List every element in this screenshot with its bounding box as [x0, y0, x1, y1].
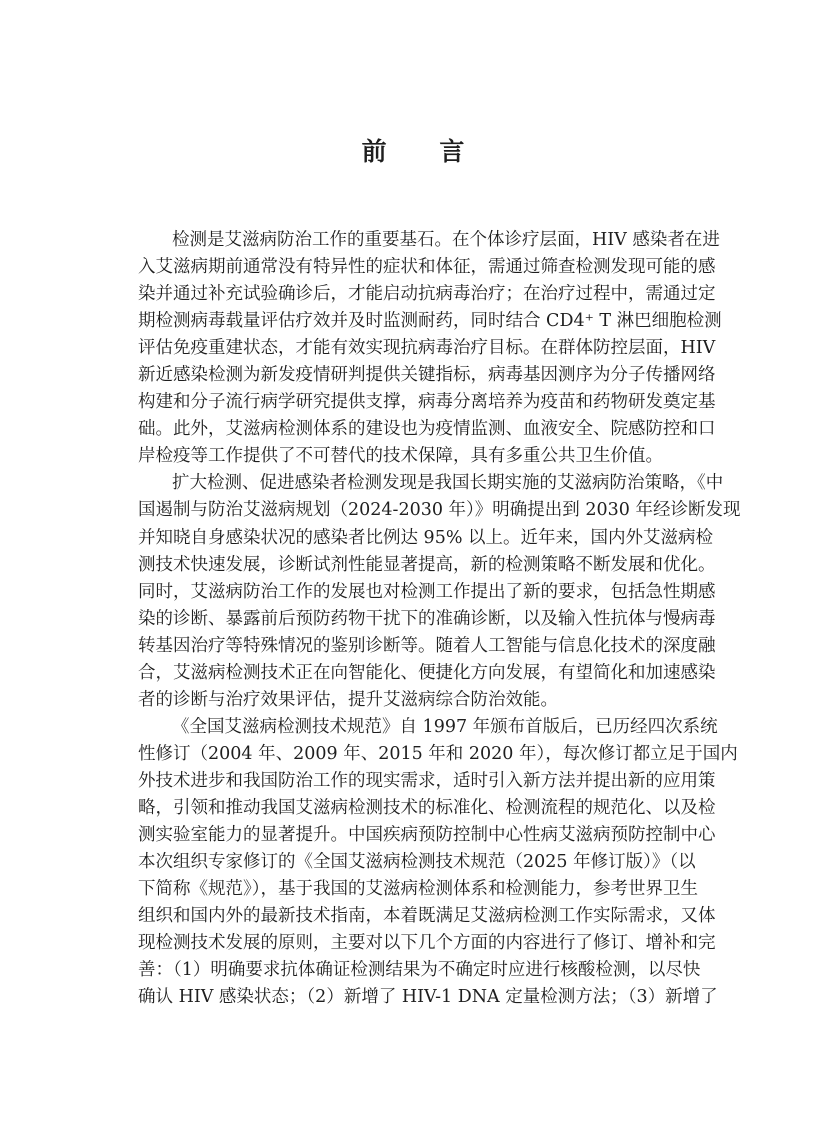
text-line: 略，引领和推动我国艾滋病检测技术的标准化、检测流程的规范化、以及检 — [138, 797, 716, 818]
text-line: 者的诊断与治疗效果评估，提升艾滋病综合防治效能。 — [138, 689, 558, 710]
text-line: 性修订（2004 年、2009 年、2015 年和 2020 年），每次修订都立足于国内 — [138, 743, 738, 764]
text-line: 入艾滋病期前通常没有特异性的症状和体征，需通过筛查检测发现可能的感 — [138, 257, 716, 278]
text-line: 染并通过补充试验确诊后，才能启动抗病毒治疗；在治疗过程中，需通过定 — [138, 284, 716, 305]
text-line: 国遏制与防治艾滋病规划（2024-2030 年）》明确提出到 2030 年经诊断发现 — [138, 500, 741, 521]
text-line: 检测是艾滋病防治工作的重要基石。在个体诊疗层面，HIV 感染者在进 — [172, 230, 720, 250]
text-line: 善：（1）明确要求抗体确证检测结果为不确定时应进行核酸检测，以尽快 — [138, 960, 701, 981]
text-line: 岸检疫等工作提供了不可替代的技术保障，具有多重公共卫生价值。 — [138, 446, 663, 467]
text-line: 构建和分子流行病学研究提供支撑，病毒分离培养为疫苗和药物研发奠定基 — [138, 392, 716, 413]
text-line: 并知晓自身感染状况的感染者比例达 95% 以上。近年来，国内外艾滋病检 — [138, 527, 714, 548]
text-line: 础。此外，艾滋病检测体系的建设也为疫情监测、血液安全、院感防控和口 — [138, 419, 716, 440]
paragraph — [138, 714, 738, 1012]
text-line: 组织和国内外的最新技术指南，本着既满足艾滋病检测工作实际需求，又体 — [138, 906, 716, 927]
text-line: 下简称《规范》），基于我国的艾滋病检测体系和检测能力，参考世界卫生 — [138, 879, 698, 900]
text-line: 染的诊断、暴露前后预防药物干扰下的准确诊断，以及输入性抗体与慢病毒 — [138, 608, 716, 629]
text-line: 期检测病毒载量评估疗效并及时监测耐药，同时结合 CD4⁺ T 淋巴细胞检测 — [138, 311, 722, 332]
text-line: 新近感染检测为新发疫情研判提供关键指标，病毒基因测序为分子传播网络 — [138, 365, 716, 386]
paragraph — [138, 470, 741, 713]
text-line: 《全国艾滋病检测技术规范》自 1997 年颁布首版后，已历经四次系统 — [172, 716, 718, 737]
text-line: 现检测技术发展的原则，主要对以下几个方面的内容进行了修订、增补和完 — [138, 933, 716, 954]
text-line: 确认 HIV 感染状态；（2）新增了 HIV-1 DNA 定量检测方法；（3）新增了 — [138, 987, 718, 1008]
text-line: 本次组织专家修订的《全国艾滋病检测技术规范（2025 年修订版）》（以 — [138, 852, 696, 873]
document-body — [138, 227, 741, 1011]
text-line: 转基因治疗等特殊情况的鉴别诊断等。随着人工智能与信息化技术的深度融 — [138, 635, 716, 656]
text-line: 测技术快速发展，诊断试剂性能显著提高，新的检测策略不断发展和优化。 — [138, 554, 716, 575]
paragraph — [138, 227, 722, 470]
text-line: 合，艾滋病检测技术正在向智能化、便捷化方向发展，有望简化和加速感染 — [138, 662, 716, 683]
page-title: 前 言 — [361, 137, 487, 166]
text-line: 测实验室能力的显著提升。中国疾病预防控制中心性病艾滋病预防控制中心 — [138, 825, 716, 846]
text-line: 评估免疫重建状态，才能有效实现抗病毒治疗目标。在群体防控层面，HIV — [138, 338, 716, 359]
text-line: 外技术进步和我国防治工作的现实需求，适时引入新方法并提出新的应用策 — [138, 770, 716, 791]
text-line: 同时，艾滋病防治工作的发展也对检测工作提出了新的要求，包括急性期感 — [138, 581, 716, 602]
text-line: 扩大检测、促进感染者检测发现是我国长期实施的艾滋病防治策略，《中 — [172, 473, 724, 494]
